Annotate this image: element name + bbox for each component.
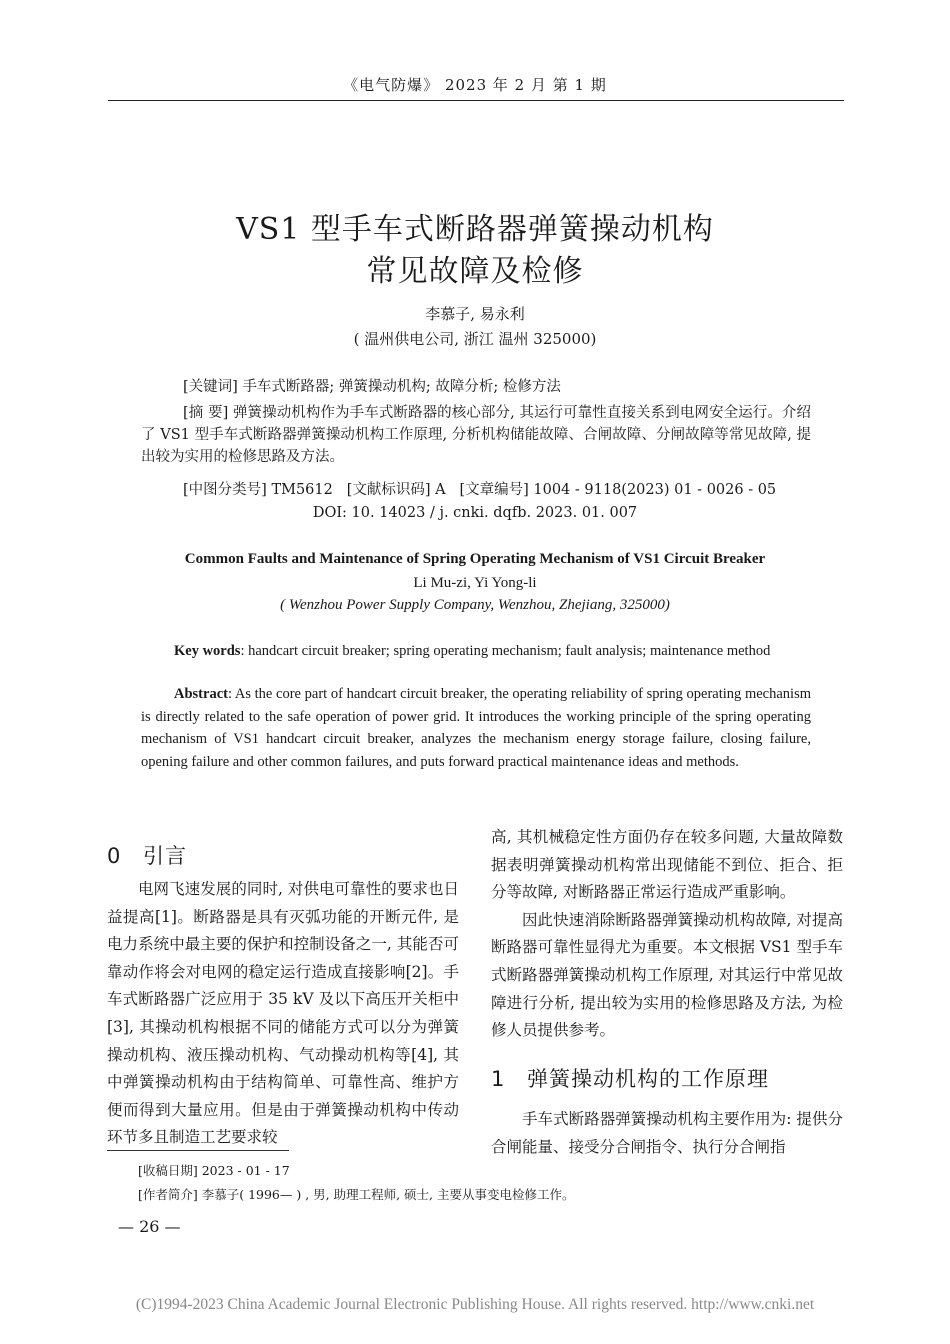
english-abstract-label: Abstract [174,686,228,702]
footnote-author-bio: [作者简介] 李慕子( 1996— ) , 男, 助理工程师, 硕士, 主要从事变电检修工作。 [138,1187,575,1202]
keywords-line [141,376,811,398]
keywords-label: [关键词] [183,379,238,395]
affiliation: ( 温州供电公司, 浙江 温州 325000) [353,330,597,348]
paper-title-line1: VS1 型手车式断路器弹簧操动机构 [236,212,714,247]
paper-title-line2: 常见故障及检修 [366,254,584,289]
english-title: Common Faults and Maintenance of Spring Operating Mechanism of VS1 Circuit Breaker [184,551,766,567]
abstract-label: [摘 要] [183,405,229,421]
english-keywords-label: Key words [174,643,241,659]
left-column [107,876,459,1152]
article-number-label: [文章编号] [459,482,529,498]
intro-continuation: 高, 其机械稳定性方面仍存在较多问题, 大量故障数据表明弹簧操动机构常出现储能不到位、拒合、拒分等故障, 对断路器正常运行造成严重影响。 [491,828,843,902]
doc-code-label: [文献标识码] [346,482,431,498]
clc-value: TM5612 [271,482,333,498]
english-keywords [141,640,811,663]
section-1-body [491,1106,843,1161]
right-column [491,824,843,1045]
english-keywords-text: : handcart circuit breaker; spring operating mechanism; fault analysis; maintenance method [240,643,771,659]
page-number: — 26 — [118,1217,181,1236]
journal-header: 《电气防爆》 2023 年 2 月 第 1 期 [343,76,607,94]
copyright-notice: (C)1994-2023 China Academic Journal Electronic Publishing House. All rights reserved. http://www.cnki.net [135,1296,815,1313]
clc-label: [中图分类号] [183,482,267,498]
intro-paragraph-2: 因此快速消除断路器弹簧操动机构故障, 对提高断路器可靠性显得尤为重要。本文根据 VS1 型手车式断路器弹簧操动机构工作原理, 对其运行中常见故障进行分析, 提出较为实用的检修思路及方法, 为检修人员提供参考。 [491,910,843,1040]
section-0-number: 0 [107,844,122,868]
footnote-rule [107,1150,289,1151]
section-1-heading [491,1063,769,1093]
article-number-value: 1004 - 9118(2023) 01 - 0026 - 05 [533,482,777,498]
keywords-text: 手车式断路器; 弹簧操动机构; 故障分析; 检修方法 [242,379,561,395]
doc-code-value: A [435,482,446,498]
authors: 李慕子, 易永利 [425,305,525,323]
classification-line [141,479,811,501]
section-1-number: 1 [491,1067,506,1091]
section-0-heading [107,840,187,870]
english-authors: Li Mu-zi, Yi Yong-li [413,575,537,591]
intro-paragraph: 电网飞速发展的同时, 对供电可靠性的要求也日益提高[1]。断路器是具有灭弧功能的开断元件, 是电力系统中最主要的保护和控制设备之一, 其能否可靠动作将会对电网的稳定运行造成直接影响[2]。手车式断路器广泛应用于 35 kV 及以下高压开关柜中[3], 其操动机构根据不同的储能方式可以分为弹簧操动机构、液压操动机构、气动操动机构等[4], 其中弹簧操动机构由于结构简单、可靠性高、维护方便而得到大量应用。但是由于弹簧操动机构中传动环节多且制造工艺要求较 [107,880,459,1147]
section-1-paragraph: 手车式断路器弹簧操动机构主要作用为: 提供分合闸能量、接受分合闸指令、执行分合闸指 [491,1110,843,1156]
english-affiliation: ( Wenzhou Power Supply Company, Wenzhou, Zhejiang, 325000) [280,597,670,613]
header-rule [108,100,844,101]
english-abstract [141,683,811,773]
section-1-title: 弹簧操动机构的工作原理 [527,1067,769,1091]
abstract-block [141,402,811,468]
section-0-title: 引言 [143,844,187,868]
english-abstract-text: : As the core part of handcart circuit breaker, the operating reliability of spring operating mechanism is directly related to the safe operation of power grid. It introduces the working principle of the spring operating mechanism of VS1 handcart circuit breaker, analyzes the mechanism energy storage failure, closing failure, opening failure and other common failures, and puts forward practical maintenance ideas and methods. [141,686,811,770]
abstract-text: 弹簧操动机构作为手车式断路器的核心部分, 其运行可靠性直接关系到电网安全运行。介绍了 VS1 型手车式断路器弹簧操动机构工作原理, 分析机构储能故障、合闸故障、分闸故障等常见故障, 提出较为实用的检修思路及方法。 [141,405,811,465]
footnote-received: [收稿日期] 2023 - 01 - 17 [138,1163,290,1178]
doi: DOI: 10. 14023 / j. cnki. dqfb. 2023. 01. 007 [312,505,638,521]
